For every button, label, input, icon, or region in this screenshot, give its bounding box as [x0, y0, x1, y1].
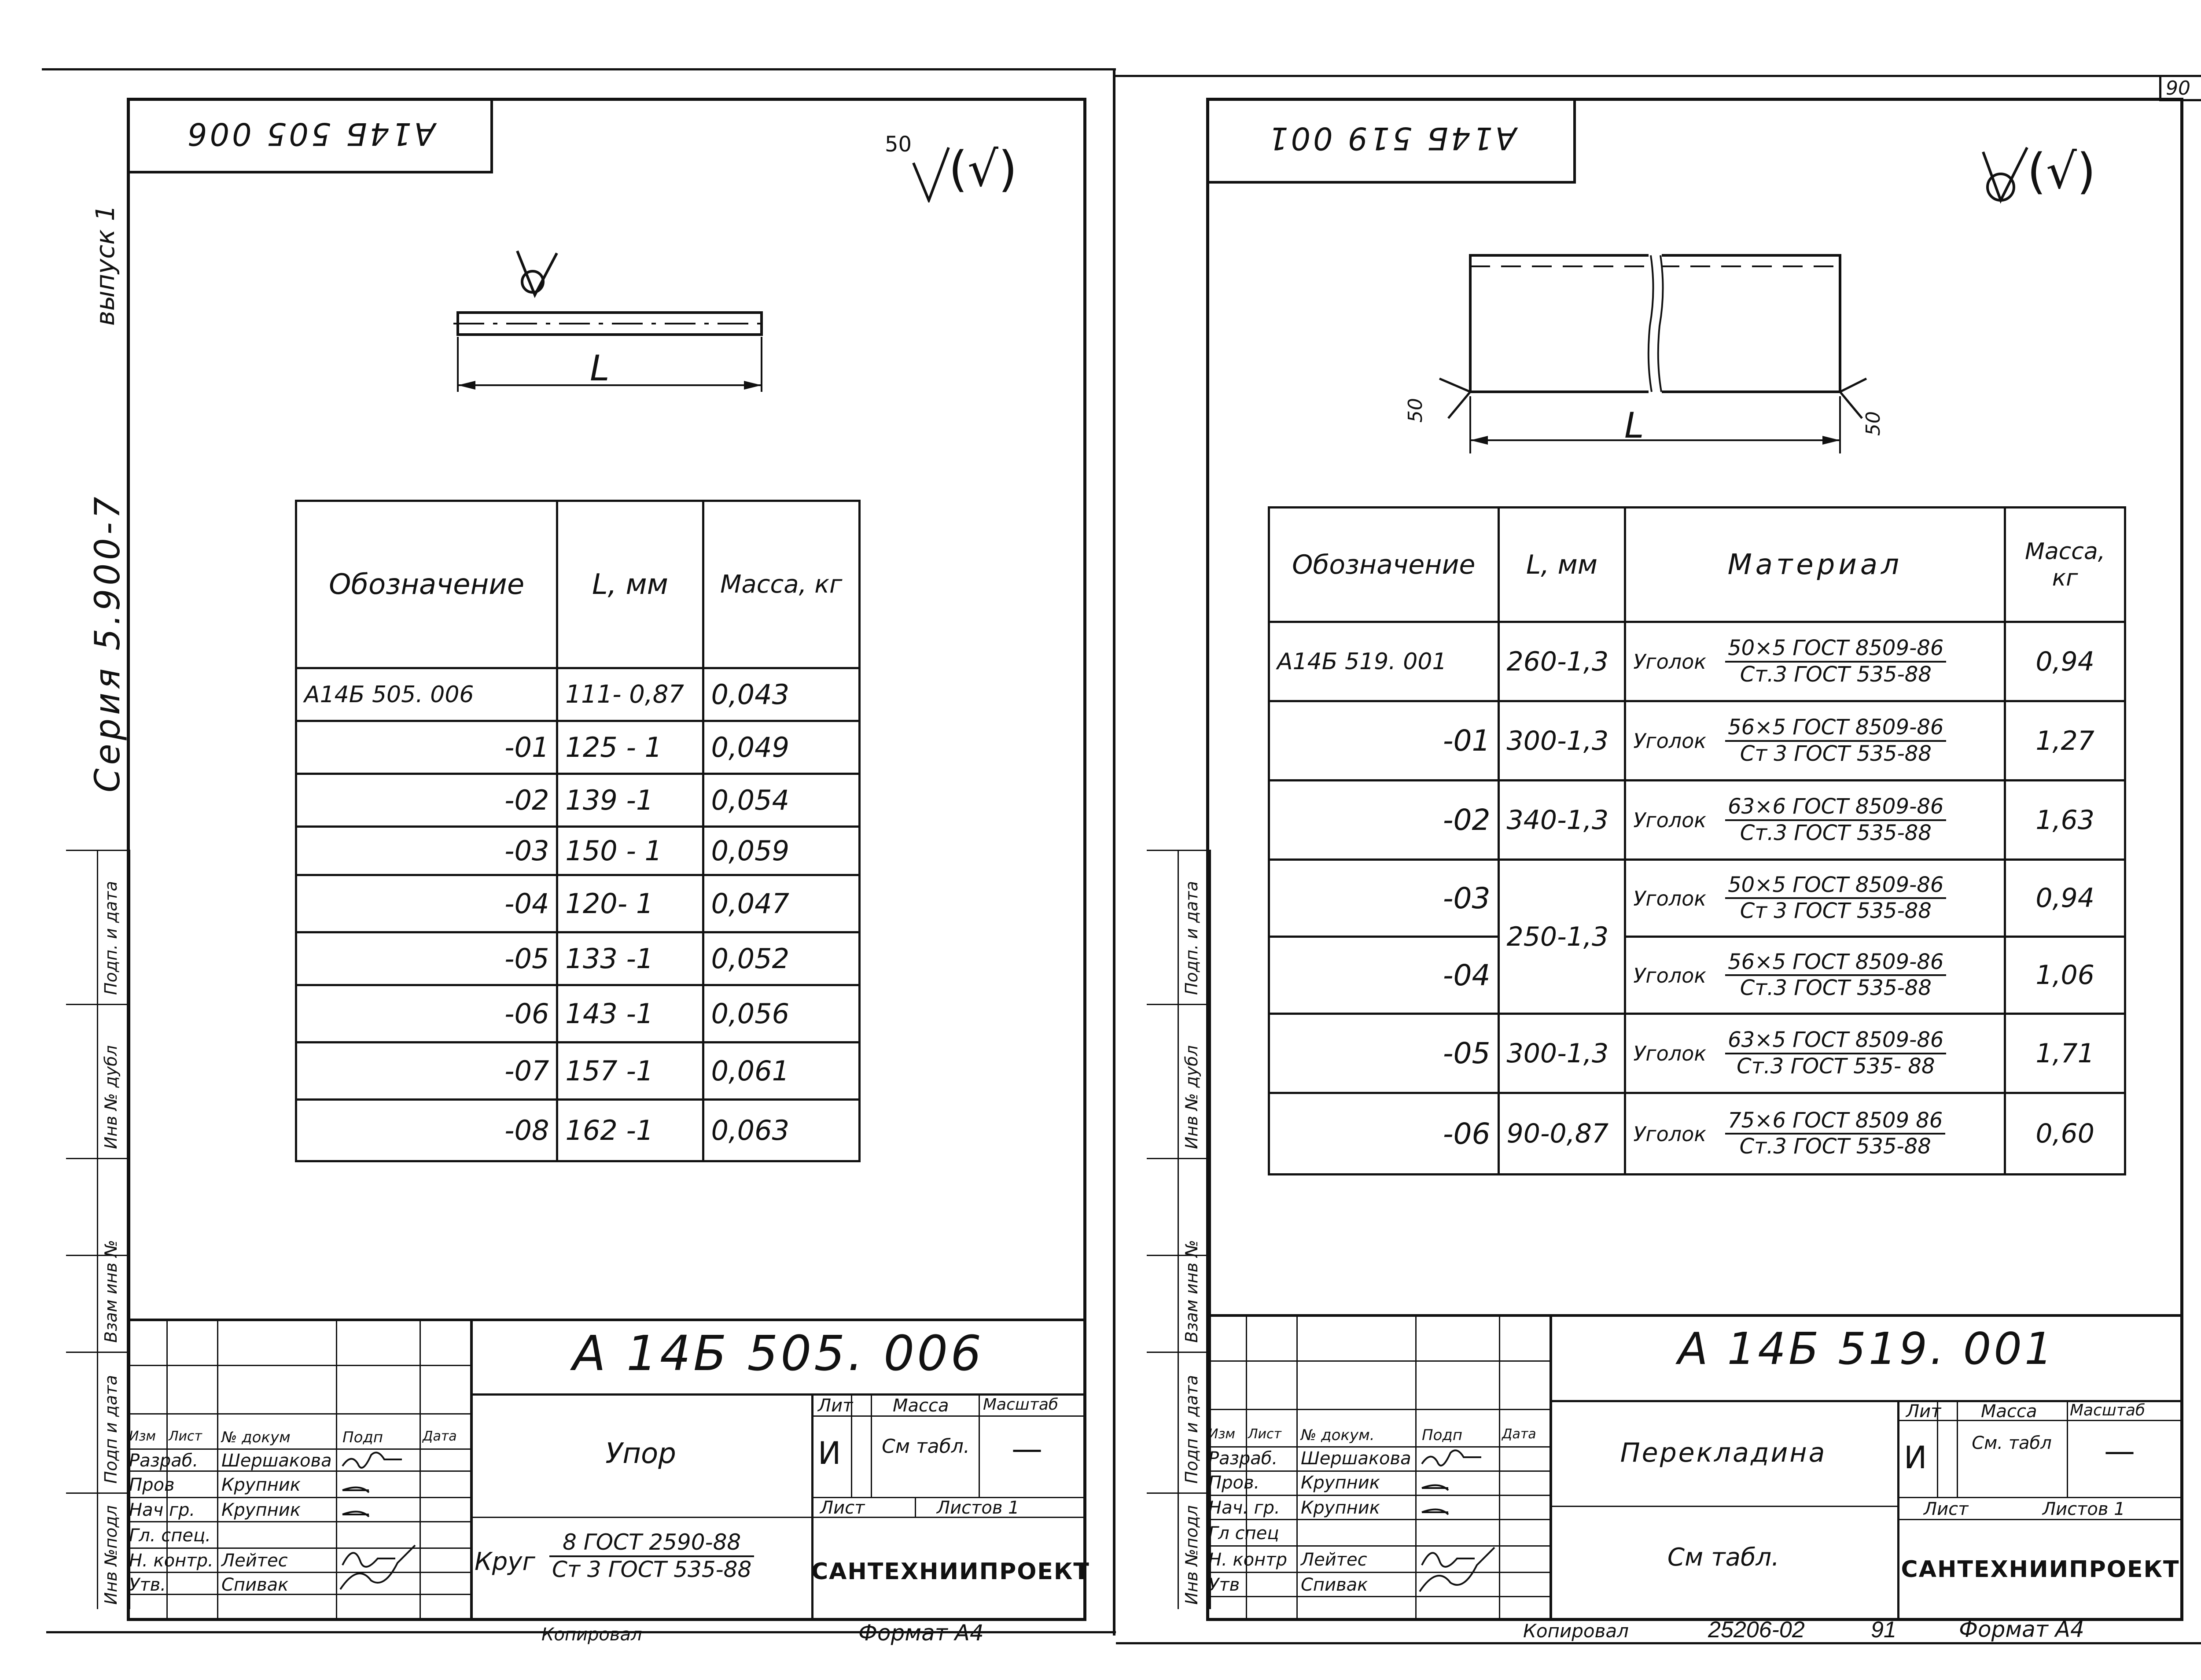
binding-inv-orig-right: Инв №подл — [1182, 1505, 1201, 1605]
header-material: Материал — [1625, 508, 2005, 622]
right-code-stamp-text: А14Б 519 001 — [1266, 120, 1516, 156]
left-roughness-value: 50 — [885, 132, 912, 157]
left-spec-table — [295, 500, 861, 1162]
sheet-number: 90 — [2166, 77, 2190, 99]
binding-dup-inv: Инв № дубл — [101, 1045, 121, 1149]
header-mass: Масса, кг — [2005, 508, 2125, 622]
right-roughness-mark — [1981, 141, 2113, 216]
left-format-label: Формат А4 — [858, 1620, 984, 1646]
left-title-block: Изм Лист № докум Подп Дата Разраб. Шершакова Пров Крупник Нач гр. Крупник Гл. спец. Н. контр. Лейтес Утв. Спивак А 14Б 505. 006 Упор Круг 8 ГОСТ 2590-88 Ст 3 ГОСТ 535-88 Лит Масса Масштаб И См табл. — Лист Листов 1 САНТЕХНИИПРОЕКТ — [127, 1319, 1086, 1621]
table-row: -06 143 -1 0,056 — [296, 985, 860, 1043]
binding-sign-date-top: Подп. и дата — [101, 881, 121, 995]
right-edge-roughness-right: 50 — [1862, 411, 1884, 436]
right-spec-table — [1268, 506, 2126, 1175]
table-row: -08 162 -1 0,063 — [296, 1100, 860, 1161]
table-row: -06 90-0,87 Уголок $\frac{\text{75×6 ГОСТ 8509 86}}{\text{Ст.3 ГОСТ 535-88}}$ 0,60 — [1269, 1093, 2125, 1175]
binding-replace-inv-right: Взам инв № — [1182, 1240, 1201, 1343]
right-code-stamp — [1206, 98, 1576, 184]
table-row: А14Б 519. 001 260-1,3 Уголок $\frac{\text{50×5 ГОСТ 8509-86}}{\text{Ст.3 ГОСТ 535-88}}$ 0,94 — [1269, 622, 2125, 701]
right-page-number: 91 — [1871, 1617, 1896, 1643]
left-roughness-mark — [885, 128, 1030, 216]
left-copied-label: Копировал — [541, 1625, 642, 1645]
check-mark-icon — [911, 145, 951, 203]
binding-strip-left — [66, 850, 130, 1609]
header-designation: Обозначение — [1269, 508, 1499, 622]
right-copied-label: Копировал — [1523, 1620, 1629, 1642]
header-length: L, мм — [1498, 508, 1625, 622]
left-code-stamp — [127, 98, 493, 173]
left-dimension-label: L — [590, 348, 610, 389]
binding-replace-inv: Взам инв № — [101, 1240, 121, 1343]
signature-marks — [338, 1446, 422, 1596]
left-code-stamp-text: А14Б 505 006 — [184, 116, 435, 152]
table-row: -05 133 -1 0,052 — [296, 932, 860, 985]
table-row: -02 340-1,3 Уголок $\frac{\text{63×6 ГОСТ 8509-86}}{\text{Ст.3 ГОСТ 535-88}}$ 1,63 — [1269, 781, 2125, 860]
binding-sign-date: Подп и дата — [101, 1375, 121, 1484]
left-part-name: Упор — [605, 1437, 676, 1470]
right-format-label: Формат А4 — [1959, 1617, 2084, 1642]
table-row: -02 139 -1 0,054 — [296, 774, 860, 827]
issue-label: выпуск 1 — [90, 205, 120, 326]
circle-check-icon — [1981, 145, 2029, 207]
left-roughness-suffix: (√) — [949, 141, 1017, 197]
right-organization: САНТЕХНИИПРОЕКТ — [1901, 1556, 2180, 1583]
table-row: -03 150 - 1 0,059 — [296, 827, 860, 875]
right-material: См табл. — [1667, 1543, 1780, 1572]
right-title-block: Изм Лист № докум. Подп Дата Разраб. Шершакова Пров. Крупник Нач. гр. Крупник Гл спец Н. контр Лейтес Утв Спивак А 14Б 519. 001 Перекладина См табл. Лит Масса Масштаб И См. табл — Лист Листов 1 САНТЕХНИИПРОЕКТ — [1206, 1314, 2183, 1621]
table-row: -04 Уголок $\frac{\text{56×5 ГОСТ 8509-86}}{\text{Ст.3 ГОСТ 535-88}}$ 1,06 — [1269, 937, 2125, 1014]
sheet-number-box — [2159, 75, 2201, 101]
table-row: -01 300-1,3 Уголок $\frac{\text{56×5 ГОСТ 8509-86}}{\text{Ст 3 ГОСТ 535-88}}$ 1,27 — [1269, 701, 2125, 781]
table-row: -07 157 -1 0,061 — [296, 1043, 860, 1100]
right-part-name: Перекладина — [1620, 1437, 1827, 1468]
table-row: -05 300-1,3 Уголок $\frac{\text{63×5 ГОСТ 8509-86}}{\text{Ст.3 ГОСТ 535- 88}}$ 1,71 — [1269, 1014, 2125, 1093]
left-organization: САНТЕХНИИПРОЕКТ — [811, 1558, 1090, 1585]
right-document-code: А 14Б 519. 001 — [1678, 1323, 2055, 1374]
right-order-number: 25206-02 — [1708, 1617, 1805, 1643]
left-document-code: А 14Б 505. 006 — [572, 1325, 984, 1382]
binding-inv-orig: Инв №подл — [101, 1505, 121, 1605]
table-row: А14Б 505. 006 111- 0,87 0,043 — [296, 668, 860, 721]
header-designation: Обозначение — [296, 501, 557, 668]
binding-dup-inv-right: Инв № дубл — [1182, 1045, 1201, 1149]
right-dimension-label: L — [1624, 405, 1644, 446]
table-row: -03 250-1,3 Уголок $\frac{\text{50×5 ГОСТ 8509-86}}{\text{Ст 3 ГОСТ 535-88}}$ 0,94 — [1269, 860, 2125, 937]
left-material: Круг 8 ГОСТ 2590-88 Ст 3 ГОСТ 535-88 — [475, 1525, 809, 1614]
series-label: Серия 5.900-7 — [88, 493, 128, 792]
table-row: -01 125 - 1 0,049 — [296, 721, 860, 774]
binding-strip-right — [1147, 850, 1211, 1609]
right-roughness-suffix: (√) — [2027, 143, 2096, 199]
right-edge-roughness-left: 50 — [1404, 398, 1427, 423]
table-row: -04 120- 1 0,047 — [296, 875, 860, 932]
header-length: L, мм — [557, 501, 703, 668]
binding-sign-date-top-right: Подп. и дата — [1182, 881, 1201, 995]
header-mass: Масса, кг — [703, 501, 859, 668]
signature-marks — [1417, 1444, 1501, 1598]
binding-sign-date-right: Подп и дата — [1182, 1375, 1201, 1484]
